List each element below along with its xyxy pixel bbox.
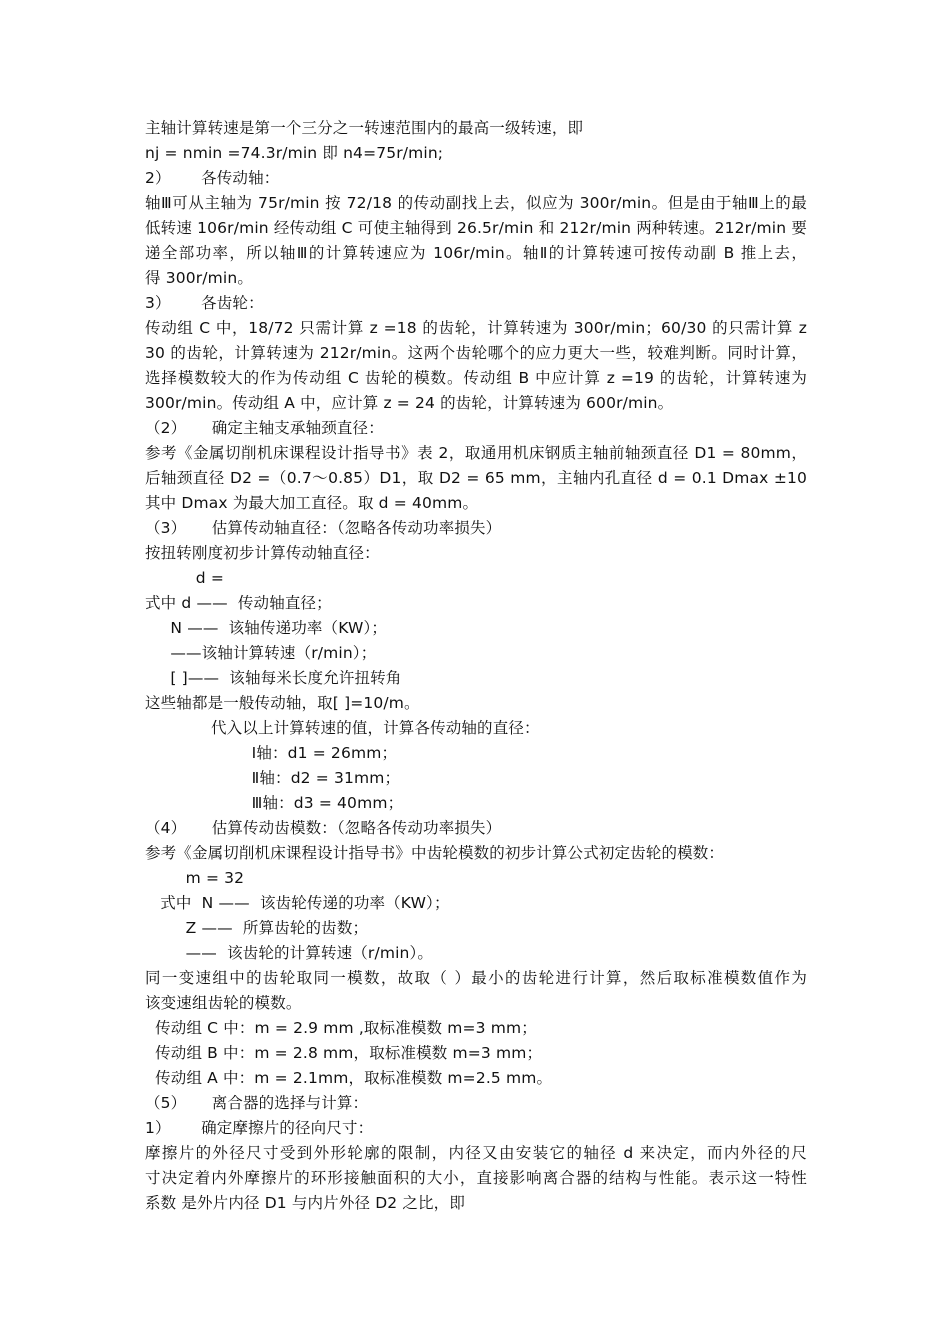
text-line: 寸决定着内外摩擦片的环形接触面积的大小，直接影响离合器的结构与性能。表示这一特性 [145,1169,807,1187]
text-line: N —— 该轴传递功率（KW）； [145,619,387,637]
text-line: 其中 Dmax 为最大加工直径。取 d = 40mm。 [145,494,479,512]
text-line: 同一变速组中的齿轮取同一模数，故取（ ）最小的齿轮进行计算，然后取标准模数值作为 [145,969,807,987]
text-line: 参考《金属切削机床课程设计指导书》表 2，取通用机床钢质主轴前轴颈直径 D1 = 80mm， [145,444,807,462]
shaft-diameter-line: Ⅱ轴：d2 = 31mm； [145,769,401,787]
text-line: 系数 是外片内径 D1 与内片外径 D2 之比，即 [145,1194,465,1212]
section-heading: （4） 估算传动齿模数：（忽略各传动功率损失） [145,819,502,837]
formula-line: d = [145,569,224,587]
text-line: 1） 确定摩擦片的径向尺寸： [145,1119,374,1137]
text-line: 摩擦片的外径尺寸受到外形轮廓的限制，内径又由安装它的轴径 d 来决定，而内外径的尺 [145,1144,807,1162]
text-line: —— 该齿轮的计算转速（r/min）。 [145,944,434,962]
section-heading: （3） 估算传动轴直径：（忽略各传动功率损失） [145,519,502,537]
text-line: 低转速 106r/min 经传动组 C 可使主轴得到 26.5r/min 和 212r/min 两种转速。212r/min 要 [145,219,807,237]
text-line: 代入以上计算转速的值，计算各传动轴的直径： [145,719,540,737]
text-line: 得 300r/min。 [145,269,253,287]
text-line: 式中 N —— 该齿轮传递的功率（KW）； [145,894,450,912]
section-heading: （2） 确定主轴支承轴颈直径： [145,419,384,437]
module-result-line: 传动组 B 中：m = 2.8 mm，取标准模数 m=3 mm； [145,1044,543,1062]
text-line: 2） 各传动轴： [145,169,280,187]
shaft-diameter-line: Ⅰ轴：d1 = 26mm； [145,744,398,762]
text-line: 30 的齿轮，计算转速为 212r/min。这两个齿轮哪个的应力更大一些，较难判断。同时计算， [145,344,807,362]
text-line: 3） 各齿轮： [145,294,264,312]
section-heading: （5） 离合器的选择与计算： [145,1094,369,1112]
text-line: 选择模数较大的作为传动组 C 齿轮的模数。传动组 B 中应计算 z =19 的齿轮，计算转速为 [145,369,807,387]
formula-line: m = 32 [145,869,245,887]
module-result-line: 传动组 C 中：m = 2.9 mm ,取标准模数 m=3 mm； [145,1019,537,1037]
text-line: 参考《金属切削机床课程设计指导书》中齿轮模数的初步计算公式初定齿轮的模数： [145,844,725,862]
text-line: 该变速组齿轮的模数。 [145,994,302,1012]
text-line: 传动组 C 中，18/72 只需计算 z =18 的齿轮，计算转速为 300r/min；60/30 的只需计算 z [145,319,807,337]
text-line: 式中 d —— 传动轴直径； [145,594,332,612]
text-line: nj = nmin =74.3r/min 即 n4=75r/min; [145,144,444,162]
text-line: 按扭转刚度初步计算传动轴直径： [145,544,380,562]
text-line: Z —— 所算齿轮的齿数； [145,919,369,937]
text-line: 递全部功率，所以轴Ⅲ的计算转速应为 106r/min。轴Ⅱ的计算转速可按传动副 B 推上去， [145,244,807,262]
text-line: 300r/min。传动组 A 中，应计算 z = 24 的齿轮，计算转速为 600r/min。 [145,394,674,412]
module-result-line: 传动组 A 中：m = 2.1mm，取标准模数 m=2.5 mm。 [145,1069,553,1087]
text-line: ——该轴计算转速（r/min）； [145,644,377,662]
text-line: 轴Ⅲ可从主轴为 75r/min 按 72/18 的传动副找上去，似应为 300r/min。但是由于轴Ⅲ上的最 [145,194,807,212]
shaft-diameter-line: Ⅲ轴：d3 = 40mm； [145,794,404,812]
text-line: 主轴计算转速是第一个三分之一转速范围内的最高一级转速，即 [145,119,584,137]
text-line: [ ]—— 该轴每米长度允许扭转角 [145,669,402,687]
text-line: 后轴颈直径 D2 =（0.7～0.85）D1，取 D2 = 65 mm，主轴内孔直径 d = 0.1 Dmax ±10 [145,469,807,487]
text-line: 这些轴都是一般传动轴，取[ ]=10/m。 [145,694,420,712]
